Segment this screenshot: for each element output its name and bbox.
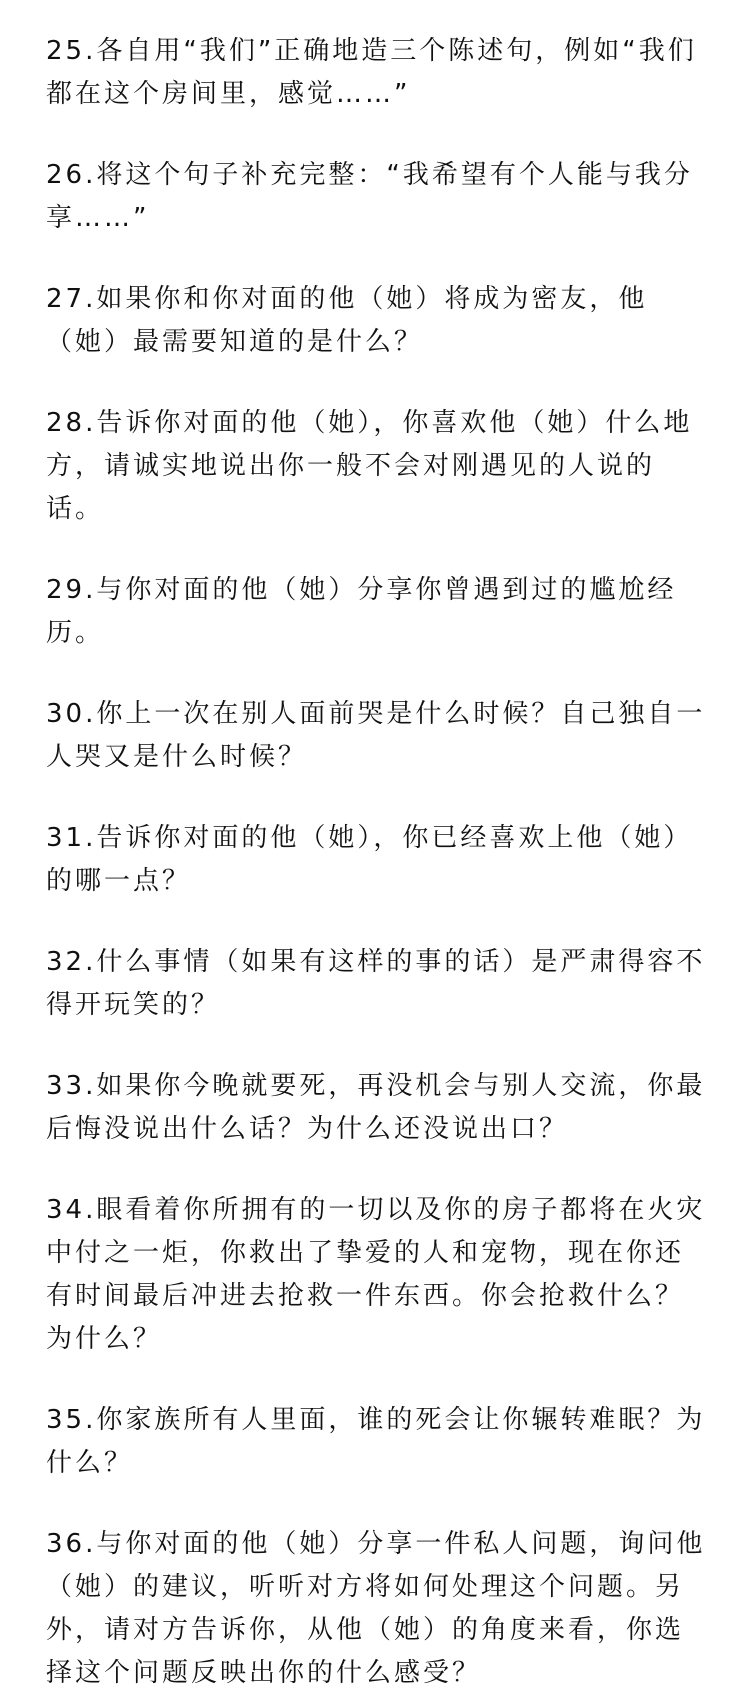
question-25: 25.各自用“我们”正确地造三个陈述句，例如“我们都在这个房间里，感觉……” — [46, 36, 697, 109]
question-28: 28.告诉你对面的他（她），你喜欢他（她）什么地方，请诚实地说出你一般不会对刚遇见的人说的话。 — [46, 408, 693, 524]
question-30: 30.你上一次在别人面前哭是什么时候？自己独自一人哭又是什么时候？ — [46, 699, 706, 772]
question-34: 34.眼看着你所拥有的一切以及你的房子都将在火灾中付之一炬，你救出了挚爱的人和宠物，现在你还有时间最后冲进去抢救一件东西。你会抢救什么？为什么？ — [46, 1195, 706, 1354]
question-32: 32.什么事情（如果有这样的事的话）是严肃得容不得开玩笑的？ — [46, 947, 706, 1020]
question-list — [46, 30, 710, 1695]
question-31: 31.告诉你对面的他（她），你已经喜欢上他（她）的哪一点？ — [46, 823, 693, 896]
spacer — [46, 903, 710, 941]
spacer — [46, 240, 710, 278]
question-36: 36.与你对面的他（她）分享一件私人问题，询问他（她）的建议，听听对方将如何处理这个问题。另外，请对方告诉你，从他（她）的角度来看，你选择这个问题反映出你的什么感受？ — [46, 1529, 706, 1688]
spacer — [46, 779, 710, 817]
spacer — [46, 1027, 710, 1065]
question-35: 35.你家族所有人里面，谁的死会让你辗转难眠？为什么？ — [46, 1405, 706, 1478]
question-33: 33.如果你今晚就要死，再没机会与别人交流，你最后悔没说出什么话？为什么还没说出口？ — [46, 1071, 706, 1144]
spacer — [46, 1151, 710, 1189]
spacer — [46, 364, 710, 402]
spacer — [46, 116, 710, 154]
spacer — [46, 1485, 710, 1523]
spacer — [46, 655, 710, 693]
question-26: 26.将这个句子补充完整：“我希望有个人能与我分享……” — [46, 160, 693, 233]
spacer — [46, 531, 710, 569]
question-29: 29.与你对面的他（她）分享你曾遇到过的尴尬经历。 — [46, 575, 677, 648]
question-27: 27.如果你和你对面的他（她）将成为密友，他（她）最需要知道的是什么？ — [46, 284, 648, 357]
spacer — [46, 1361, 710, 1399]
